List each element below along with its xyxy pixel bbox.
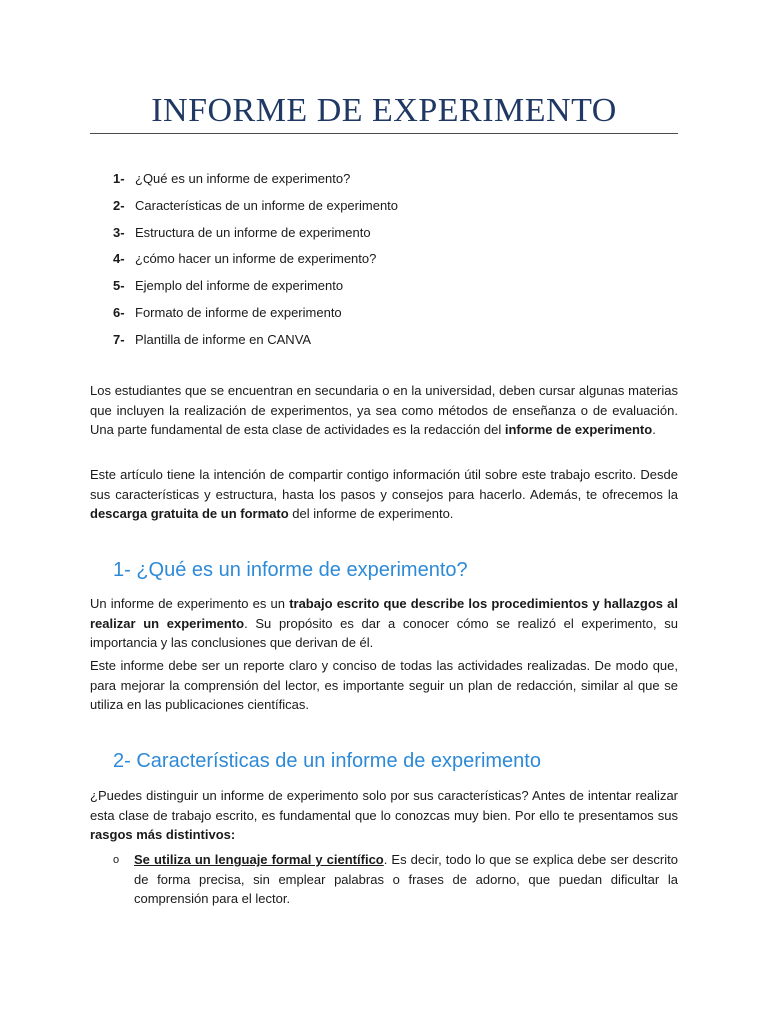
text-run: ¿Puedes distinguir un informe de experimento solo por sus características? Antes de intentar realizar esta clase de trabajo escrito, es fundamental que lo conozcas muy bien. Por ello te presentamos sus: [90, 788, 678, 823]
toc-text: Características de un informe de experimento: [135, 197, 399, 213]
section-1-paragraph-2: Este informe debe ser un reporte claro y conciso de todas las actividades realizadas. De modo que, para mejorar la comprensión del lector, es importante seguir un plan de redacción, similar al que se utiliza en las publicaciones científicas.: [90, 658, 678, 713]
bullet-item: [134, 850, 678, 909]
intro-paragraph-2: [90, 465, 678, 524]
toc-text: Plantilla de informe en CANVA: [135, 331, 312, 347]
table-of-contents: [113, 170, 673, 358]
toc-text: Ejemplo del informe de experimento: [135, 278, 344, 294]
toc-text: ¿Qué es un informe de experimento?: [135, 171, 351, 186]
toc-number: 4-: [113, 251, 125, 267]
toc-number: 7-: [113, 331, 125, 347]
section-1-heading: 1- ¿Qué es un informe de experimento?: [113, 559, 468, 581]
toc-number: 2-: [113, 197, 125, 213]
toc-item: [113, 197, 673, 224]
bold-text: descarga gratuita de un formato: [90, 506, 289, 522]
text-run: .: [652, 422, 656, 438]
toc-item: [113, 170, 673, 197]
underlined-bold-text: Se utiliza un lenguaje formal y científico: [134, 852, 384, 867]
toc-number: 6-: [113, 304, 125, 320]
toc-item: [113, 250, 673, 277]
title-divider: [90, 133, 678, 134]
text-run: Los estudiantes que se encuentran en secundaria o en la universidad, deben cursar algunas materias que incluyen la realización de experimentos, ya sea como métodos de enseñanza o de evaluación. Una parte fundamental de esta clase de actividades es la redacción del: [90, 383, 678, 438]
toc-item: [113, 277, 673, 304]
section-1-paragraph-1: [90, 594, 678, 653]
section-2-paragraph-1: [90, 786, 678, 845]
toc-item: [113, 304, 673, 331]
section-2-heading: 2- Características de un informe de experimento: [113, 750, 541, 772]
toc-number: 5-: [113, 278, 125, 294]
text-run: Un informe de experimento es un: [90, 596, 290, 611]
toc-text: Estructura de un informe de experimento: [135, 224, 371, 240]
toc-text: Formato de informe de experimento: [135, 304, 342, 320]
text-run: . Es decir, todo lo que se explica debe ser descrito de forma precisa, sin emplear palabras o frases de adorno, que puedan dificultar la comprensión para el lector.: [134, 852, 678, 907]
toc-text: ¿cómo hacer un informe de experimento?: [135, 251, 377, 267]
text-run: del informe de experimento.: [288, 506, 454, 522]
intro-paragraph-1: [90, 381, 678, 440]
bold-text: rasgos más distintivos:: [90, 827, 236, 843]
bold-text: trabajo escrito que describe los procedimientos y hallazgos al realizar un experimento: [90, 596, 678, 631]
toc-item: [113, 224, 673, 251]
text-run: . Su propósito es dar a conocer cómo se realizó el experimento, su importancia y las conclusiones que derivan de él.: [90, 615, 678, 651]
bold-text: informe de experimento: [504, 422, 653, 438]
toc-number: 1-: [113, 171, 125, 186]
document-title: INFORME DE EXPERIMENTO: [151, 92, 617, 129]
text-run: Este artículo tiene la intención de compartir contigo información útil sobre este trabajo escrito. Desde sus características y estructura, hasta los pasos y consejos para hacerlo. Además, te ofrecemos la: [90, 467, 678, 502]
toc-item: [113, 331, 673, 358]
toc-number: 3-: [113, 224, 125, 240]
bullet-marker: o: [113, 854, 120, 866]
